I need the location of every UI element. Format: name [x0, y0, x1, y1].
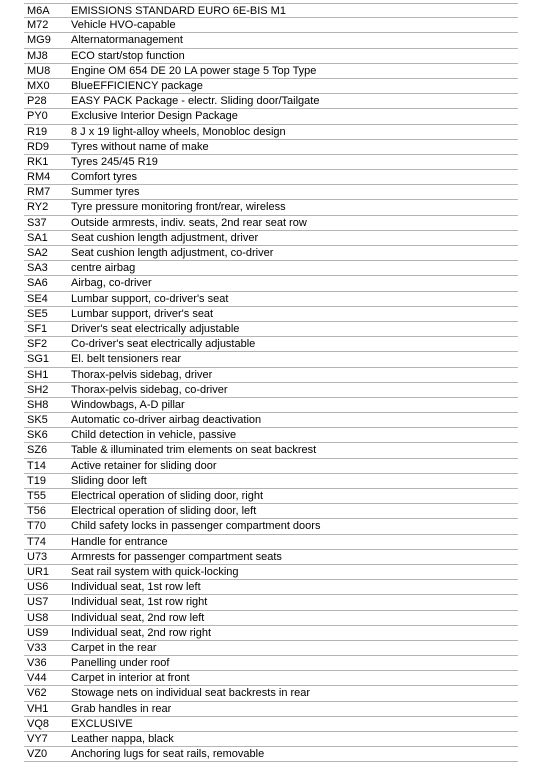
- option-code: VH1: [27, 702, 49, 715]
- option-code: SE5: [27, 307, 48, 320]
- option-description: Individual seat, 2nd row right: [71, 626, 212, 639]
- option-description: Windowbags, A-D pillar: [71, 398, 185, 411]
- option-code: T19: [27, 474, 46, 487]
- option-description: ECO start/stop function: [71, 49, 185, 62]
- table-row: [24, 519, 518, 534]
- option-description: Individual seat, 1st row right: [71, 596, 208, 609]
- option-description: Seat rail system with quick-locking: [71, 565, 239, 578]
- option-code: VZ0: [27, 748, 48, 761]
- table-row: [24, 368, 518, 383]
- table-row: [24, 109, 518, 124]
- table-row: [24, 383, 518, 398]
- option-code: SZ6: [27, 444, 48, 457]
- option-code: V36: [27, 657, 47, 670]
- option-code: SK6: [27, 429, 48, 442]
- option-code: VY7: [27, 733, 48, 745]
- table-row: [24, 398, 518, 413]
- option-description: Thorax-pelvis sidebag, co-driver: [71, 383, 228, 396]
- option-code: RM7: [27, 186, 51, 199]
- option-description: Grab handles in rear: [71, 702, 172, 715]
- option-code: T70: [27, 520, 46, 533]
- option-code: M6A: [27, 5, 50, 17]
- table-row: [24, 170, 518, 185]
- option-code: MU8: [27, 64, 51, 77]
- option-description: Anchoring lugs for seat rails, removable: [71, 748, 265, 761]
- option-description: Tyres without name of make: [71, 140, 209, 153]
- option-description: Outside armrests, indiv. seats, 2nd rear seat row: [71, 216, 307, 229]
- table-row: [24, 49, 518, 64]
- table-row: [24, 64, 518, 79]
- option-code: SA3: [27, 262, 48, 275]
- option-code: SG1: [27, 353, 50, 366]
- table-row: [24, 185, 518, 200]
- table-row: [24, 18, 518, 33]
- option-code: T56: [27, 505, 46, 518]
- table-row: [24, 337, 518, 352]
- table-row: [24, 231, 518, 246]
- option-code: V62: [27, 687, 47, 700]
- table-row: [24, 3, 518, 18]
- option-description: Lumbar support, driver's seat: [71, 307, 214, 320]
- option-description: Active retainer for sliding door: [71, 459, 217, 472]
- option-description: Automatic co-driver airbag deactivation: [71, 414, 262, 427]
- option-description: Child detection in vehicle, passive: [71, 429, 237, 442]
- option-description: Electrical operation of sliding door, left: [71, 505, 257, 518]
- option-description: Comfort tyres: [71, 171, 138, 184]
- option-description: Carpet in the rear: [71, 641, 157, 654]
- option-description: Driver's seat electrically adjustable: [71, 322, 240, 335]
- option-code: T74: [27, 535, 46, 548]
- table-row: [24, 428, 518, 443]
- table-row: [24, 79, 518, 94]
- table-row: [24, 443, 518, 458]
- option-description: Individual seat, 2nd row left: [71, 611, 205, 624]
- table-row: [24, 717, 518, 732]
- table-row: [24, 155, 518, 170]
- table-row: [24, 504, 518, 519]
- option-code: MG9: [27, 34, 51, 47]
- option-code: US9: [27, 626, 49, 639]
- table-row: [24, 626, 518, 641]
- option-description: Stowage nets on individual seat backrests in rear: [71, 687, 311, 700]
- table-row: [24, 413, 518, 428]
- option-description: Seat cushion length adjustment, driver: [71, 231, 259, 244]
- option-description: Child safety locks in passenger compartment doors: [71, 520, 321, 533]
- option-description: Tyre pressure monitoring front/rear, wireless: [71, 201, 286, 214]
- table-row: [24, 292, 518, 307]
- option-code: SH8: [27, 398, 49, 411]
- table-row: [24, 489, 518, 504]
- option-description: BlueEFFICIENCY package: [71, 79, 203, 92]
- option-code: V33: [27, 641, 47, 654]
- option-code: US7: [27, 596, 49, 609]
- table-row: [24, 94, 518, 109]
- option-code: PY0: [27, 110, 48, 123]
- option-description: Thorax-pelvis sidebag, driver: [71, 368, 213, 381]
- table-row: [24, 565, 518, 580]
- option-description: Lumbar support, co-driver's seat: [71, 292, 229, 305]
- table-row: [24, 352, 518, 367]
- option-code: R19: [27, 125, 48, 138]
- table-row: [24, 732, 518, 747]
- table-row: [24, 140, 518, 155]
- table-row: [24, 307, 518, 322]
- option-code: M72: [27, 19, 49, 32]
- option-code: SA1: [27, 231, 48, 244]
- table-row: [24, 702, 518, 717]
- option-description: Co-driver's seat electrically adjustable: [71, 338, 256, 351]
- option-description: Sliding door left: [71, 474, 147, 487]
- option-description: Armrests for passenger compartment seats: [71, 550, 282, 563]
- option-description: El. belt tensioners rear: [71, 353, 182, 366]
- option-code: RY2: [27, 201, 49, 214]
- option-code: MJ8: [27, 49, 48, 62]
- option-description: Tyres 245/45 R19: [71, 155, 158, 168]
- option-code: RD9: [27, 140, 50, 153]
- option-code: SF2: [27, 338, 48, 351]
- option-code: RM4: [27, 171, 51, 184]
- option-code: V44: [27, 672, 47, 685]
- option-description: Panelling under roof: [71, 657, 170, 670]
- option-description: 8 J x 19 light-alloy wheels, Monobloc design: [71, 125, 286, 138]
- option-code: T14: [27, 459, 46, 472]
- table-row: [24, 595, 518, 610]
- table-row: [24, 216, 518, 231]
- option-code: SA6: [27, 277, 48, 290]
- option-code: SF1: [27, 322, 48, 335]
- option-description: Table & illuminated trim elements on seat backrest: [71, 444, 317, 457]
- table-row: [24, 246, 518, 261]
- option-description: Carpet in interior at front: [71, 672, 190, 685]
- option-code: U73: [27, 550, 48, 563]
- option-description: Engine OM 654 DE 20 LA power stage 5 Top Type: [71, 64, 317, 77]
- option-description: EXCLUSIVE: [71, 717, 133, 730]
- option-description: EASY PACK Package - electr. Sliding door/Tailgate: [71, 95, 320, 108]
- equipment-code-list: [24, 3, 518, 762]
- option-code: UR1: [27, 565, 50, 578]
- option-description: Airbag, co-driver: [71, 277, 152, 290]
- table-row: [24, 671, 518, 686]
- option-code: VQ8: [27, 717, 50, 730]
- option-code: SA2: [27, 247, 48, 259]
- table-row: [24, 474, 518, 489]
- option-code: SH2: [27, 383, 49, 396]
- option-description: Electrical operation of sliding door, right: [71, 490, 263, 502]
- table-row: [24, 686, 518, 701]
- option-description: Alternatormanagement: [71, 34, 183, 47]
- table-row: [24, 276, 518, 291]
- table-row: [24, 33, 518, 48]
- table-row: [24, 200, 518, 215]
- table-row: [24, 641, 518, 656]
- option-description: EMISSIONS STANDARD EURO 6E-BIS M1: [71, 5, 286, 17]
- table-row: [24, 656, 518, 671]
- option-description: centre airbag: [71, 262, 136, 275]
- option-description: Individual seat, 1st row left: [71, 581, 201, 594]
- option-code: US6: [27, 581, 49, 594]
- option-description: Exclusive Interior Design Package: [71, 110, 238, 123]
- table-row: [24, 459, 518, 474]
- table-row: [24, 261, 518, 276]
- option-code: MX0: [27, 79, 50, 92]
- option-description: Seat cushion length adjustment, co-driver: [71, 247, 274, 259]
- option-code: S37: [27, 216, 47, 229]
- option-code: SE4: [27, 292, 48, 305]
- table-row: [24, 550, 518, 565]
- table-row: [24, 322, 518, 337]
- table-row: [24, 580, 518, 595]
- option-code: T55: [27, 490, 46, 502]
- option-description: Handle for entrance: [71, 535, 168, 548]
- option-description: Vehicle HVO-capable: [71, 19, 176, 32]
- option-code: SH1: [27, 368, 49, 381]
- option-description: Summer tyres: [71, 186, 140, 199]
- option-code: US8: [27, 611, 49, 624]
- table-row: [24, 535, 518, 550]
- table-row: [24, 747, 518, 762]
- option-code: RK1: [27, 155, 49, 168]
- table-row: [24, 611, 518, 626]
- option-code: SK5: [27, 414, 48, 427]
- option-description: Leather nappa, black: [71, 733, 174, 745]
- table-row: [24, 125, 518, 140]
- option-code: P28: [27, 95, 47, 108]
